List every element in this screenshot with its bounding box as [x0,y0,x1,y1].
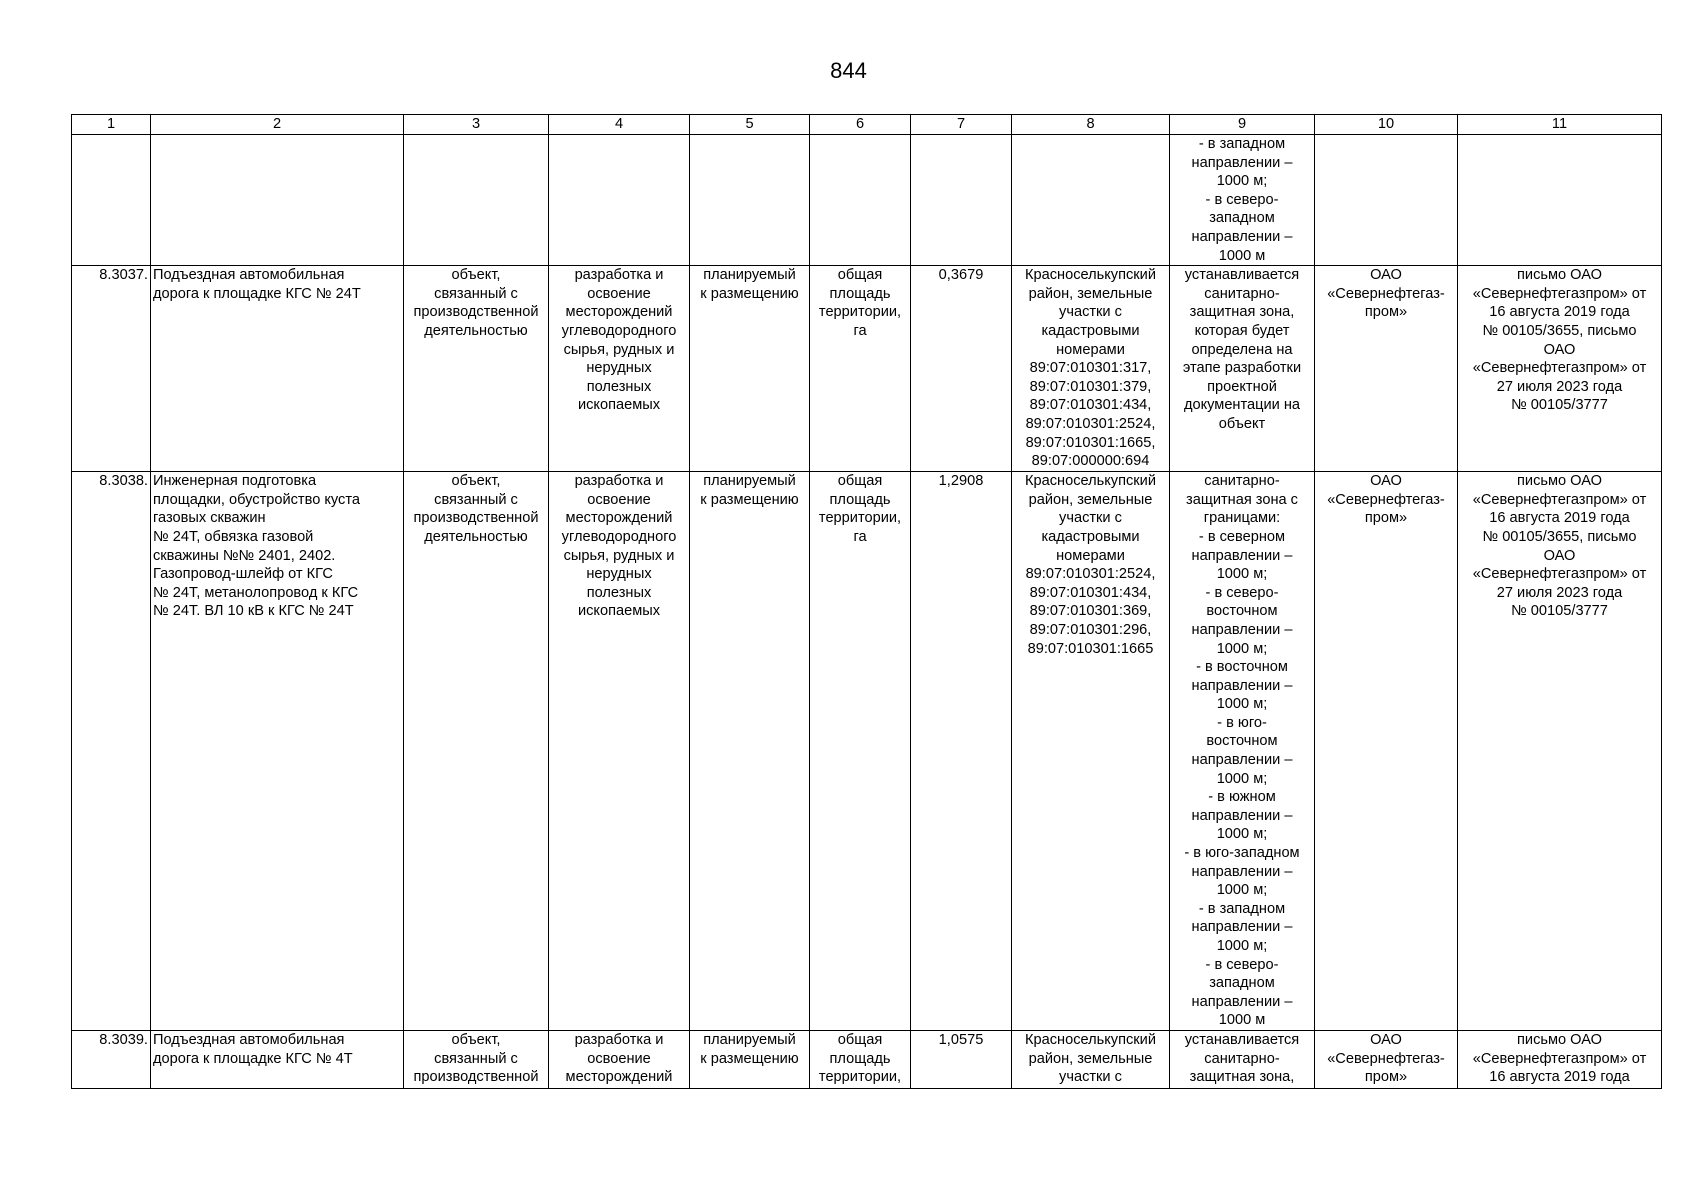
zone-cell: устанавливается санитарно- защитная зона, [1170,1030,1315,1088]
page-number: 844 [830,58,867,83]
column-header: 9 [1170,115,1315,135]
purpose-cell: разработка и освоение месторождений [549,1030,690,1088]
parameter-cell: общая площадь территории, га [810,266,911,472]
table-cell [810,135,911,266]
source-cell: письмо ОАО «Севернефтегазпром» от 16 августа 2019 года [1458,1030,1662,1088]
table-row-continuation [72,135,1662,266]
value-cell: 0,3679 [911,266,1012,472]
object-name-cell: Инженерная подготовка площадки, обустройство куста газовых скважин № 24Т, обвязка газовой скважины №№ 2401, 2402. Газопровод-шлейф от КГС № 24Т, метанолопровод к КГС № 24Т. ВЛ 10 кВ к КГС № 24Т [151,472,404,1031]
column-header: 8 [1012,115,1170,135]
column-header: 1 [72,115,151,135]
column-header: 4 [549,115,690,135]
value-cell: 1,2908 [911,472,1012,1031]
category-cell: объект, связанный с производственной деятельностью [404,472,549,1031]
status-cell: планируемый к размещению [690,472,810,1031]
row-number-cell: 8.3038. [72,472,151,1031]
source-cell: письмо ОАО «Севернефтегазпром» от 16 августа 2019 года № 00105/3655, письмо ОАО «Севернефтегазпром» от 27 июля 2023 года № 00105/3777 [1458,472,1662,1031]
column-header: 2 [151,115,404,135]
purpose-cell: разработка и освоение месторождений углеводородного сырья, рудных и нерудных полезных ископаемых [549,266,690,472]
zone-cell: устанавливается санитарно- защитная зона, которая будет определена на этапе разработки проектной документации на объект [1170,266,1315,472]
table-cell [1458,135,1662,266]
column-header: 11 [1458,115,1662,135]
parameter-cell: общая площадь территории, га [810,472,911,1031]
zone-cell: - в западном направлении – 1000 м; - в северо- западном направлении – 1000 м [1170,135,1315,266]
value-cell: 1,0575 [911,1030,1012,1088]
table-cell [1012,135,1170,266]
table-cell [151,135,404,266]
table-row [72,1030,1662,1088]
category-cell: объект, связанный с производственной деятельностью [404,266,549,472]
status-cell: планируемый к размещению [690,1030,810,1088]
object-name-cell: Подъездная автомобильная дорога к площадке КГС № 24Т [151,266,404,472]
table-row [72,472,1662,1031]
column-header: 5 [690,115,810,135]
parameter-cell: общая площадь территории, [810,1030,911,1088]
status-cell: планируемый к размещению [690,266,810,472]
column-header: 7 [911,115,1012,135]
purpose-cell: разработка и освоение месторождений углеводородного сырья, рудных и нерудных полезных ископаемых [549,472,690,1031]
source-cell: письмо ОАО «Севернефтегазпром» от 16 августа 2019 года № 00105/3655, письмо ОАО «Севернефтегазпром» от 27 июля 2023 года № 00105/3777 [1458,266,1662,472]
row-number-cell: 8.3037. [72,266,151,472]
object-name-cell: Подъездная автомобильная дорога к площадке КГС № 4Т [151,1030,404,1088]
column-header: 3 [404,115,549,135]
location-cell: Красноселькупский район, земельные участки с [1012,1030,1170,1088]
category-cell: объект, связанный с производственной [404,1030,549,1088]
table-cell [911,135,1012,266]
owner-cell: ОАО «Севернефтегаз- пром» [1315,1030,1458,1088]
column-number-row [72,115,1662,135]
location-cell: Красноселькупский район, земельные участки с кадастровыми номерами 89:07:010301:317, 89:07:010301:379, 89:07:010301:434, 89:07:010301:2524, 89:07:010301:1665, 89:07:000000:694 [1012,266,1170,472]
table-cell [690,135,810,266]
owner-cell: ОАО «Севернефтегаз- пром» [1315,472,1458,1031]
zone-cell: санитарно- защитная зона с границами: - в северном направлении – 1000 м; - в северо- восточном направлении – 1000 м; - в восточном направлении – 1000 м; - в юго- восточном направлении – 1000 м; - в южном направлении – 1000 м; - в юго-западном направлении – 1000 м; - в западном направлении – 1000 м; - в северо- западном направлении – 1000 м [1170,472,1315,1031]
table-cell [1315,135,1458,266]
table-row [72,266,1662,472]
row-number-cell: 8.3039. [72,1030,151,1088]
table-cell [549,135,690,266]
column-header: 10 [1315,115,1458,135]
owner-cell: ОАО «Севернефтегаз- пром» [1315,266,1458,472]
column-header: 6 [810,115,911,135]
location-cell: Красноселькупский район, земельные участки с кадастровыми номерами 89:07:010301:2524, 89:07:010301:434, 89:07:010301:369, 89:07:010301:296, 89:07:010301:1665 [1012,472,1170,1031]
table-cell [404,135,549,266]
table-cell [72,135,151,266]
objects-table [71,114,1662,1089]
